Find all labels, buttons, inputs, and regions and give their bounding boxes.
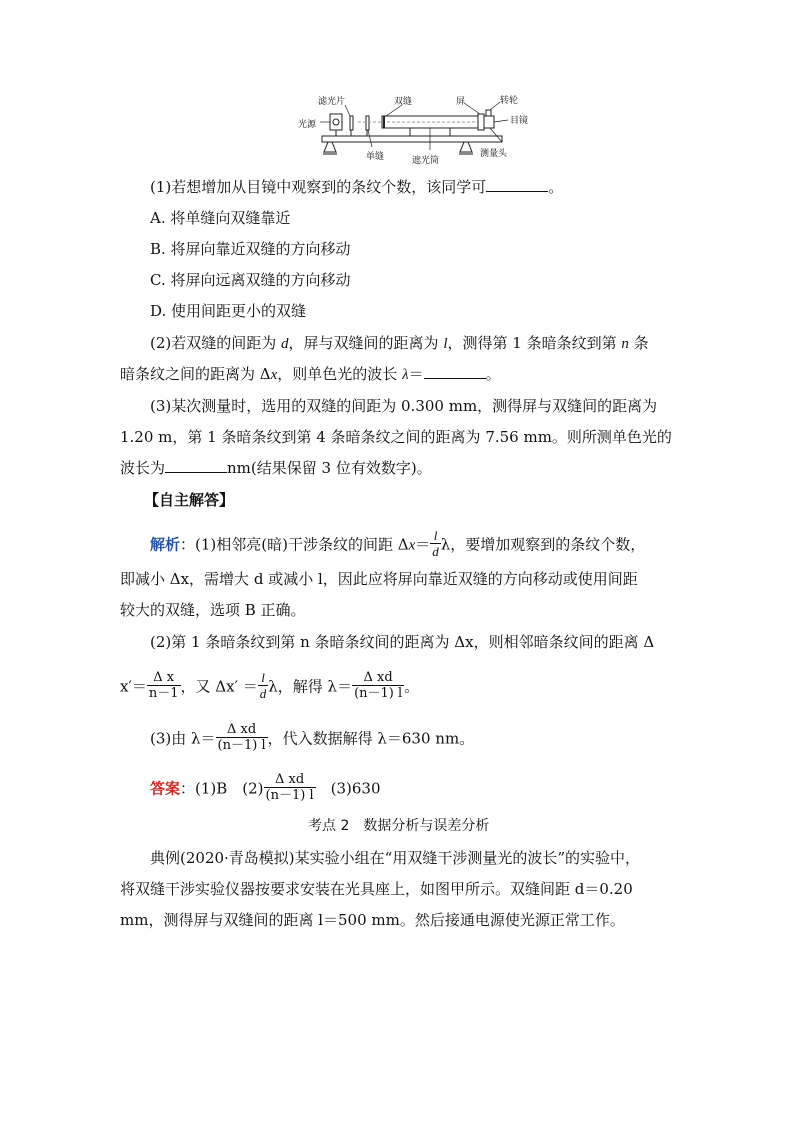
analysis-p3: (3)由 λ＝ $\frac{\text{Δ xd}}{(n-1) l}$ ，代入数据解得 λ＝630 nm。 (150, 722, 475, 753)
fraction-dx-over-n-1: $\frac{\text{Δ x}}{n-1}$ (148, 670, 179, 701)
section-title: 考点 2 数据分析与误差分析 (308, 818, 490, 834)
diagram-label-double-slit: 双缝 (394, 97, 413, 107)
q3-line-1: (3)某次测量时，选用的双缝的间距为 0.300 mm，测得屏与双缝间的距离为 (150, 397, 658, 415)
q1-answer-blank (486, 177, 548, 192)
bench-foot-right (460, 142, 472, 152)
diagram-label-filter: 滤光片 (318, 97, 346, 107)
single-slit (366, 116, 369, 130)
diagram-label-eyepiece: 目镜 (510, 116, 529, 126)
self-answer-heading: 【自主解答】 (144, 491, 235, 509)
fraction-l-over-d: $\frac{l}{d}$ (432, 528, 439, 559)
example-line-1: 典例(2020·青岛模拟)某实验小组在“用双缝干涉测量光的波长”的实验中， (150, 849, 640, 867)
measuring-head (484, 116, 494, 128)
q1-option-d: D. 使用间距更小的双缝 (150, 302, 307, 320)
fraction-l-over-d-2: $\frac{l}{d}$ (259, 670, 267, 701)
q3-line-3: 波长为 nm(结果保留 3 位有效数字)。 (120, 459, 432, 477)
analysis-p2-line-1: (2)第 1 条暗条纹到第 n 条暗条纹间的距离为 Δx，则相邻暗条纹间的距离 Δ (150, 633, 655, 651)
q1-option-a: A. 将单缝向双缝靠近 (150, 209, 291, 227)
analysis-p1-line-3: 较大的双缝，选项 B 正确。 (120, 601, 306, 619)
analysis-p1-line-1: 解析：(1)相邻亮(暗)干涉条纹的间距 Δx＝ $\frac{l}{d}$ λ，要增加观察到的条纹个数， (150, 528, 646, 559)
screen (478, 114, 484, 130)
analysis-p1-line-2: 即减小 Δx，需增大 d 或减小 l，因此应将屏向靠近双缝的方向移动或使用间距 (120, 570, 638, 588)
q1-stem: (1)若想增加从目镜中观察到的条纹个数，该同学可 。 (150, 178, 564, 196)
fraction-wavelength-2: $\frac{\text{Δ xd}}{(n-1) l}$ (217, 722, 266, 753)
example-line-3: mm，测得屏与双缝间的距离 l＝500 mm。然后接通电源使光源正常工作。 (120, 911, 625, 929)
answer-line: 答案：(1)B (2) $\frac{\text{Δ xd}}{(n-1) l}$ (3)630 (150, 772, 381, 803)
fraction-wavelength: $\frac{\text{Δ xd}}{(n-1) l}$ (354, 670, 403, 701)
diagram-label-measure-head: 测量头 (480, 149, 508, 159)
example-line-2: 将双缝干涉实验仪器按要求安装在光具座上，如图甲所示。双缝间距 d＝0.20 (120, 880, 633, 898)
diagram-label-wheel: 转轮 (500, 96, 519, 106)
diagram-label-source: 光源 (298, 120, 317, 130)
wheel (486, 110, 491, 116)
q3-answer-blank (165, 458, 227, 473)
light-source (330, 114, 342, 130)
q2-line-2: 暗条纹之间的距离为 Δx，则单色光的波长 λ＝ 。 (120, 365, 501, 383)
q1-option-c: C. 将屏向远离双缝的方向移动 (150, 271, 351, 289)
bench-base-left (323, 152, 337, 155)
q2-answer-blank (424, 364, 486, 379)
diagram-label-screen: 屏 (456, 97, 466, 107)
q3-line-2: 1.20 m，第 1 条暗条纹到第 4 条暗条纹之间的距离为 7.56 mm。则所测单色光的 (120, 428, 672, 446)
diagram-label-tube: 遮光筒 (412, 156, 440, 166)
filter (350, 116, 353, 130)
answer-label: 答案 (150, 779, 181, 798)
answer-fraction: $\frac{\text{Δ xd}}{(n-1) l}$ (265, 772, 314, 803)
bench-foot-left (324, 142, 336, 152)
diagram-label-single-slit: 单缝 (366, 152, 385, 162)
bench-base-right (459, 152, 473, 155)
optical-bench (322, 136, 502, 142)
q1-option-b: B. 将屏向靠近双缝的方向移动 (150, 240, 351, 258)
analysis-p2-line-2: x′＝ $\frac{\text{Δ x}}{n-1}$ ，又 Δx′ ＝ $\frac{l}{d}$ λ，解得 λ＝ $\frac{\text{Δ xd}}{(n-1) l}$ 。 (120, 670, 420, 701)
q2-line-1: (2)若双缝的间距为 d，屏与双缝间的距离为 l，测得第 1 条暗条纹到第 n 条 (150, 334, 649, 352)
analysis-label: 解析 (150, 535, 181, 554)
